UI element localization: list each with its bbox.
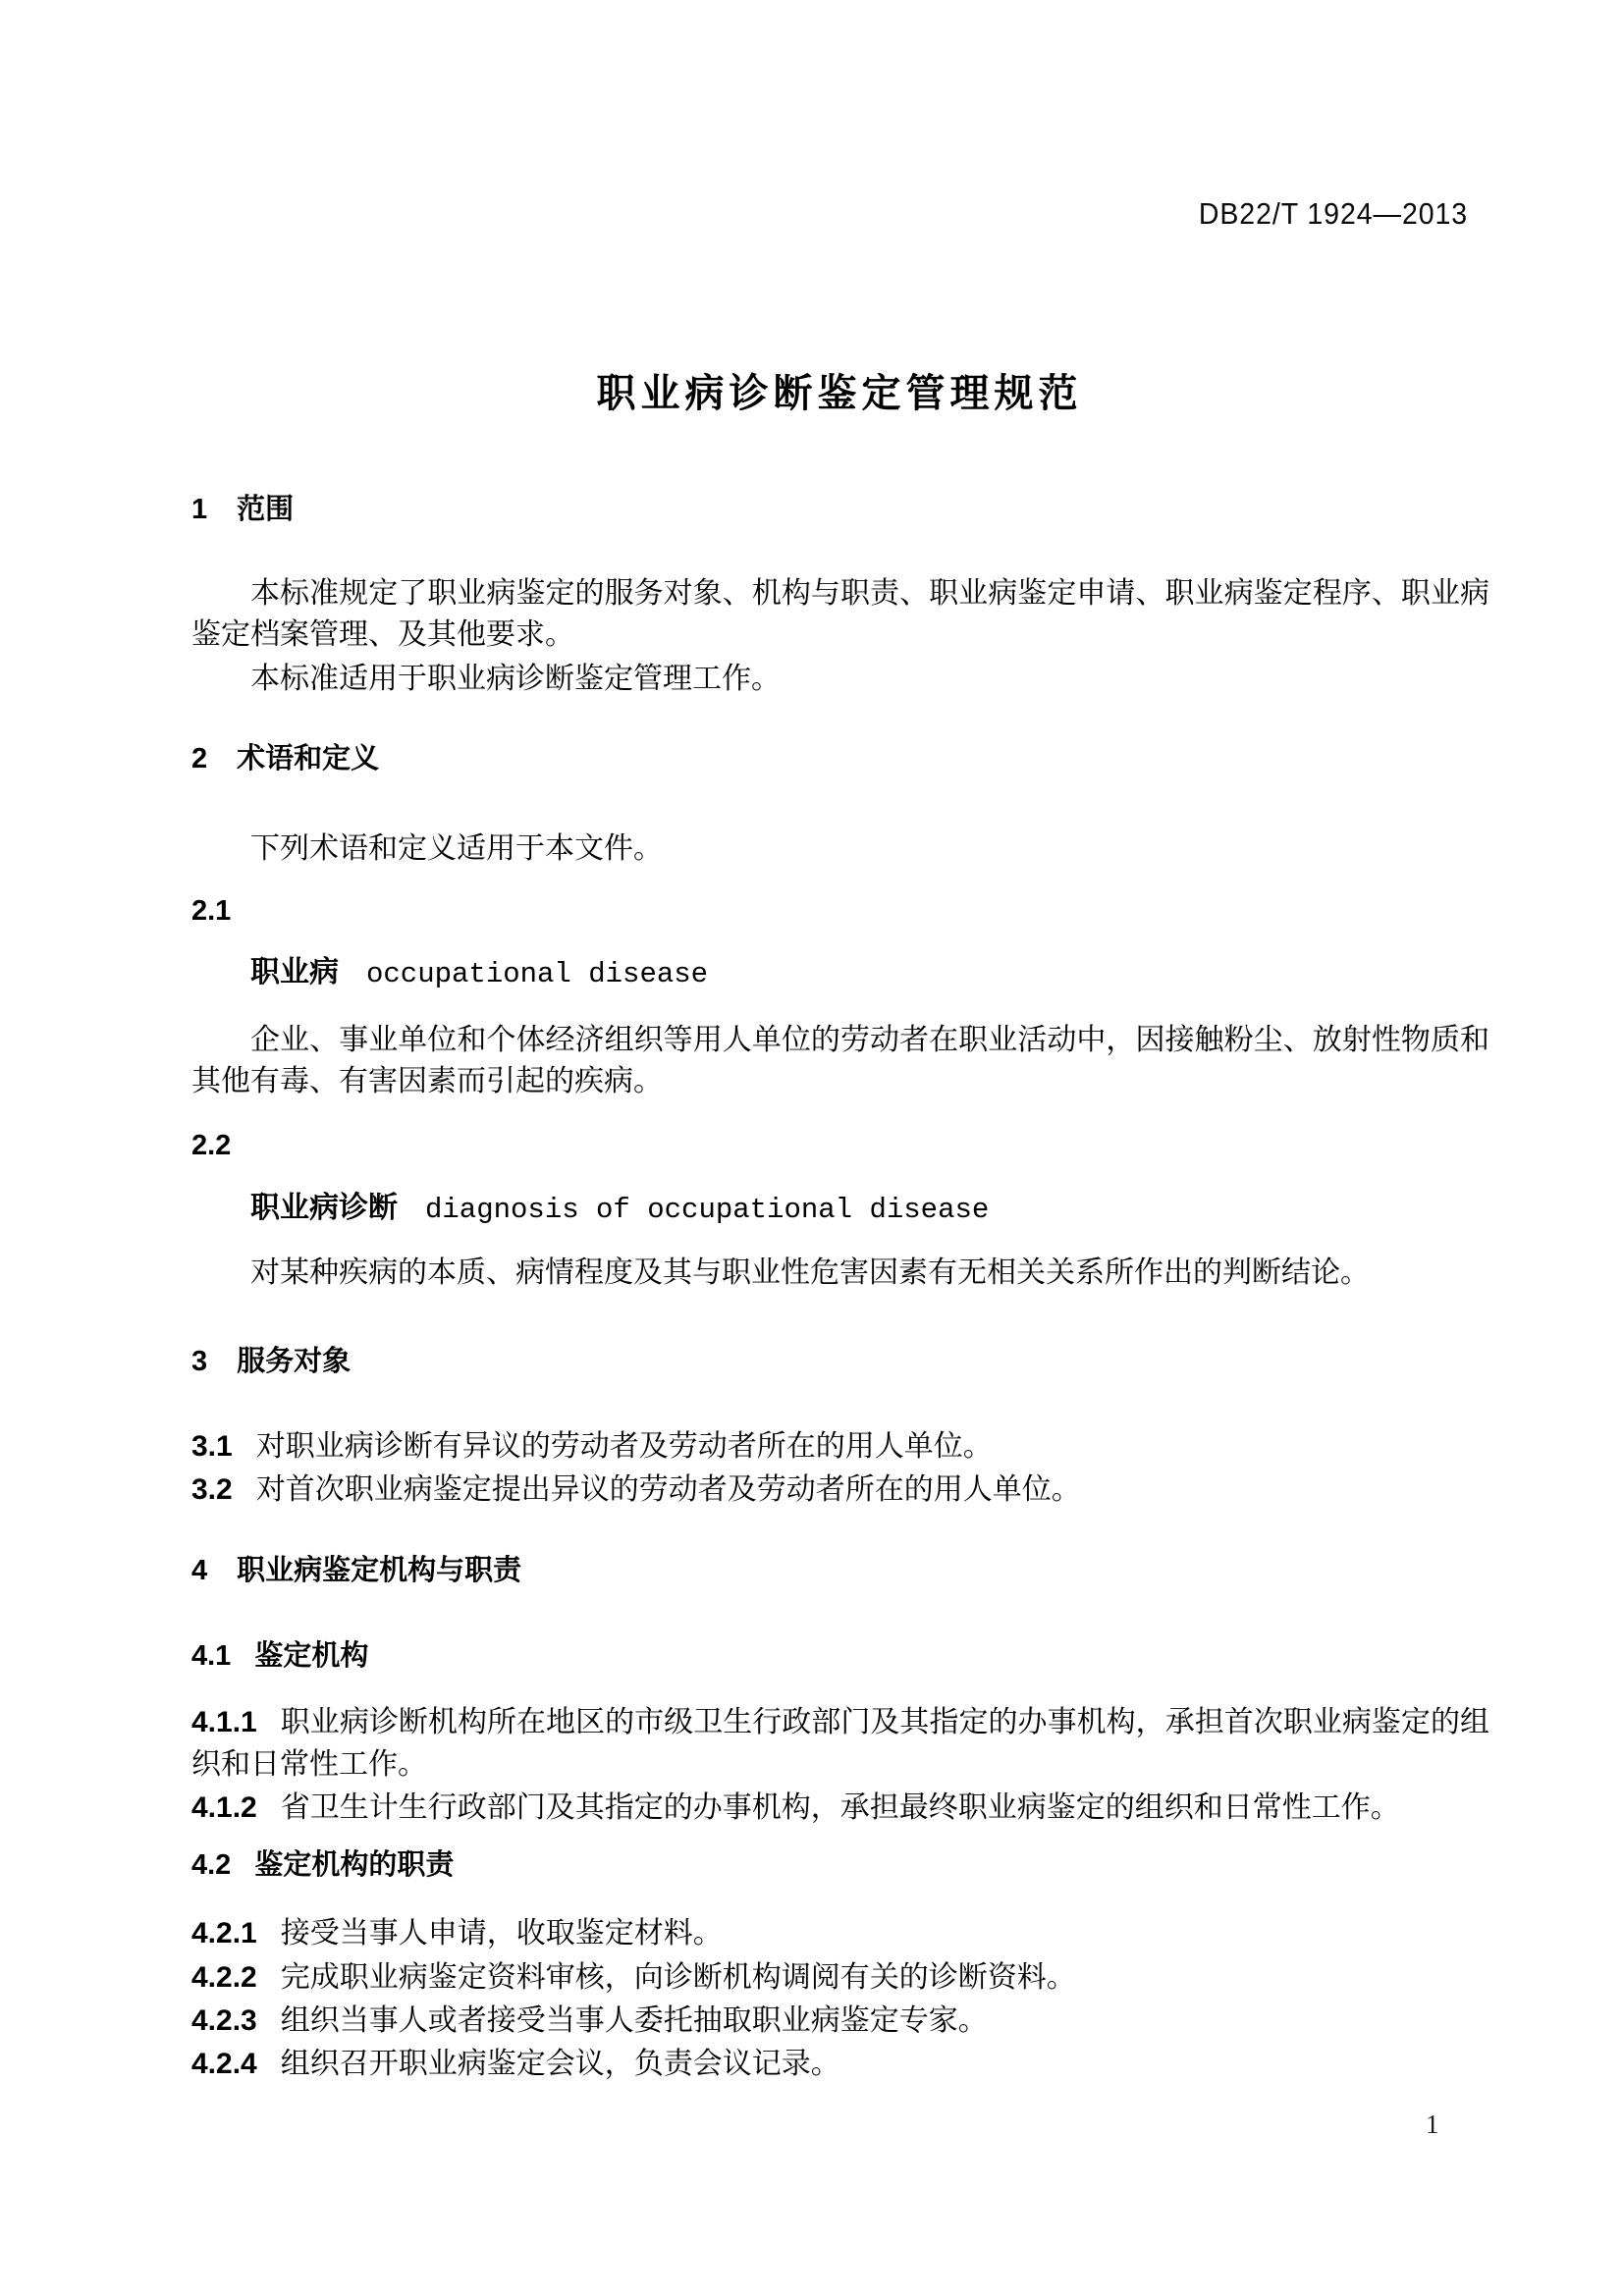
term-2-1-definition: 企业、事业单位和个体经济组织等用人单位的劳动者在职业活动中，因接触粉尘、放射性物质和其他有毒、有害因素而引起的疾病。 bbox=[191, 1024, 1489, 1097]
section-3-number: 3 bbox=[191, 1346, 208, 1377]
document-title: 职业病诊断鉴定管理规范 bbox=[596, 372, 1083, 415]
clause-4-1-2-text: 省卫生计生行政部门及其指定的办事机构，承担最终职业病鉴定的组织和日常性工作。 bbox=[280, 1791, 1400, 1824]
clause-4-1-2 bbox=[191, 1787, 1489, 1829]
section-4-2-heading bbox=[191, 1849, 1489, 1881]
section-1-number: 1 bbox=[191, 494, 208, 525]
term-2-2-name: 职业病诊断 bbox=[250, 1192, 398, 1224]
scope-paragraph-1: 本标准规定了职业病鉴定的服务对象、机构与职责、职业病鉴定申请、职业病鉴定程序、职业病鉴定档案管理、及其他要求。 bbox=[191, 577, 1489, 651]
section-4-title: 职业病鉴定机构与职责 bbox=[237, 1555, 522, 1586]
section-2-title: 术语和定义 bbox=[237, 743, 380, 774]
clause-4-2-3 bbox=[191, 2000, 1489, 2042]
clause-4-2-2-number: 4.2.2 bbox=[191, 1961, 257, 1994]
term-2-2-definition: 对某种疾病的本质、病情程度及其与职业性危害因素有无相关关系所作出的判断结论。 bbox=[250, 1256, 1370, 1289]
section-2-number: 2 bbox=[191, 743, 208, 774]
section-2-heading bbox=[191, 743, 1489, 774]
clause-3-2 bbox=[191, 1468, 1489, 1511]
clause-4-2-1-number: 4.2.1 bbox=[191, 1917, 257, 1949]
clause-4-2-2 bbox=[191, 1956, 1489, 1999]
clause-4-2-4-number: 4.2.4 bbox=[191, 2048, 257, 2080]
clause-3-1-number: 3.1 bbox=[191, 1430, 233, 1463]
term-2-1-name: 职业病 bbox=[250, 956, 339, 988]
term-2-2-number: 2.2 bbox=[191, 1130, 232, 1161]
term-2-1 bbox=[191, 956, 1489, 991]
page-number: 1 bbox=[1426, 2109, 1439, 2139]
section-4-1-title: 鉴定机构 bbox=[254, 1640, 369, 1672]
clause-3-1-text: 对职业病诊断有异议的劳动者及劳动者所在的用人单位。 bbox=[255, 1430, 993, 1463]
section-4-number: 4 bbox=[191, 1555, 208, 1586]
term-2-1-number: 2.1 bbox=[191, 895, 232, 927]
scope-paragraph-2: 本标准适用于职业病诊断鉴定管理工作。 bbox=[250, 663, 781, 695]
clause-3-2-number: 3.2 bbox=[191, 1473, 233, 1506]
clause-4-2-2-text: 完成职业病鉴定资料审核，向诊断机构调阅有关的诊断资料。 bbox=[280, 1961, 1076, 1994]
section-4-1-heading bbox=[191, 1640, 1489, 1672]
terms-intro: 下列术语和定义适用于本文件。 bbox=[250, 832, 663, 865]
section-4-2-title: 鉴定机构的职责 bbox=[254, 1849, 455, 1881]
doc-number: DB22/T 1924—2013 bbox=[1198, 196, 1468, 231]
clause-3-1 bbox=[191, 1425, 1489, 1468]
clause-4-1-1-text: 职业病诊断机构所在地区的市级卫生行政部门及其指定的办事机构，承担首次职业病鉴定的组织和日常性工作。 bbox=[191, 1706, 1489, 1781]
section-4-2-number: 4.2 bbox=[191, 1849, 232, 1881]
section-1-heading bbox=[191, 494, 1489, 525]
section-3-title: 服务对象 bbox=[237, 1346, 352, 1377]
section-4-1-number: 4.1 bbox=[191, 1640, 232, 1672]
clause-3-2-text: 对首次职业病鉴定提出异议的劳动者及劳动者所在的用人单位。 bbox=[255, 1473, 1081, 1506]
section-3-heading bbox=[191, 1346, 1489, 1377]
clause-4-2-4 bbox=[191, 2043, 1489, 2085]
clause-4-1-1 bbox=[191, 1701, 1489, 1786]
clause-4-2-1 bbox=[191, 1912, 1489, 1954]
term-2-1-english: occupational disease bbox=[366, 958, 709, 990]
section-4-heading bbox=[191, 1555, 1489, 1586]
term-2-2 bbox=[191, 1192, 1489, 1227]
clause-4-2-4-text: 组织召开职业病鉴定会议，负责会议记录。 bbox=[280, 2048, 840, 2080]
clause-4-2-3-number: 4.2.3 bbox=[191, 2004, 257, 2037]
clause-4-2-1-text: 接受当事人申请，收取鉴定材料。 bbox=[280, 1917, 723, 1949]
clause-4-1-1-number: 4.1.1 bbox=[191, 1706, 257, 1738]
section-1-title: 范围 bbox=[237, 494, 295, 525]
clause-4-1-2-number: 4.1.2 bbox=[191, 1791, 257, 1824]
clause-4-2-3-text: 组织当事人或者接受当事人委托抽取职业病鉴定专家。 bbox=[280, 2004, 988, 2037]
term-2-2-english: diagnosis of occupational disease bbox=[425, 1194, 990, 1226]
